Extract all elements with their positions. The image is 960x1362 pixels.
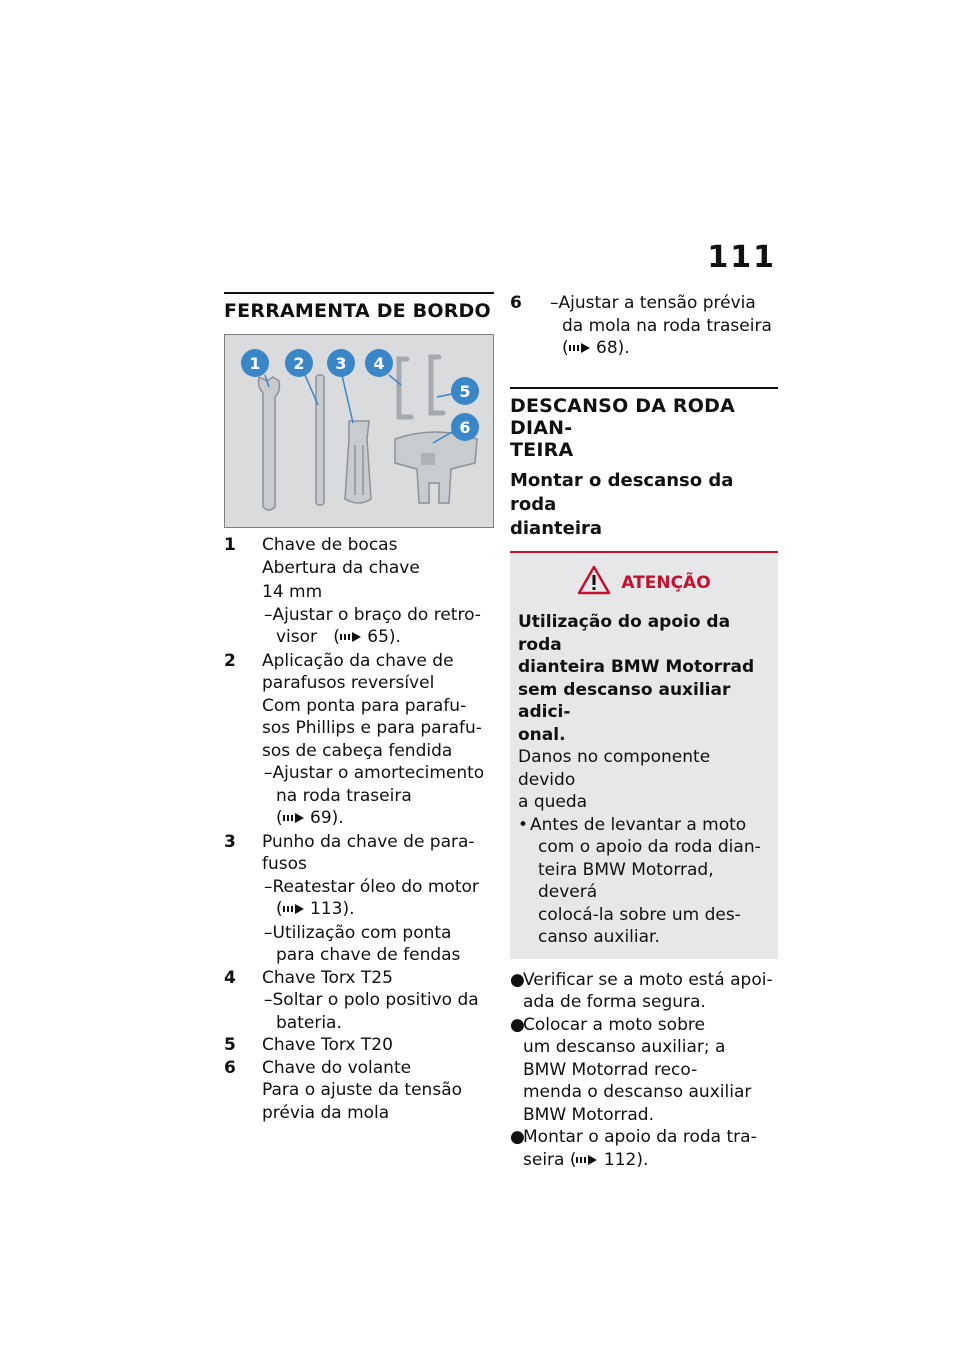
tool-item-3 (224, 831, 494, 967)
tool-item-1 (224, 534, 494, 650)
arrow-ref-icon (569, 338, 591, 361)
warning-title: ATENÇÃO (621, 572, 711, 593)
arrow-ref-icon (340, 627, 362, 650)
tool-item-2 (224, 650, 494, 831)
action-cont: bateria. (276, 1012, 342, 1033)
page-number: 111 (707, 240, 776, 275)
screwdriver-handle-icon (345, 421, 371, 503)
page-ref-link[interactable]: ( 65). (333, 627, 401, 647)
left-column (224, 292, 494, 1124)
item-line: Com ponta para parafu- (262, 695, 467, 716)
toolkit-illustration (225, 335, 493, 527)
subheading-mount-stand: Montar o descanso da roda dianteira (510, 469, 734, 539)
page-ref-link[interactable]: ( 113). (276, 899, 355, 919)
item-number: 5 (224, 1035, 236, 1055)
screwdriver-bit-icon (316, 375, 324, 505)
callout-4-label: 4 (373, 354, 385, 373)
tool-item-5 (224, 1034, 494, 1057)
callout-2-label: 2 (293, 354, 305, 373)
arrow-ref-icon (576, 1150, 598, 1173)
action-line: –Reatestar óleo do motor (264, 876, 479, 897)
item-line: Chave de bocas (262, 535, 398, 555)
item-line: Chave Torx T20 (262, 1035, 393, 1055)
item-line: Para o ajuste da tensão (262, 1080, 463, 1100)
bullet-icon: ● (510, 969, 525, 990)
action-cont: visor ( 65). (262, 626, 494, 650)
callout-6-label: 6 (459, 418, 471, 437)
warning-bold-text: Utilização do apoio da roda dianteira BMW Motorrad sem descanso auxiliar adici- onal. (518, 612, 755, 745)
section-title-stand: DESCANSO DA RODA DIAN- TEIRA (510, 394, 735, 461)
section-title-tools: FERRAMENTA DE BORDO (224, 300, 491, 322)
item-number: 3 (224, 831, 236, 852)
warning-triangle-icon (577, 565, 611, 602)
action-line: –Ajustar o braço do retro- (264, 604, 481, 625)
item-line: Punho da chave de para- (262, 831, 475, 852)
arrow-ref-icon (283, 808, 305, 831)
callout-1-label: 1 (249, 354, 261, 373)
tool-item-6-continued (510, 292, 778, 361)
callout-5-label: 5 (459, 382, 471, 401)
action-cont (262, 898, 494, 922)
bullet-icon: ● (510, 1127, 525, 1147)
item-line: Chave Torx T25 (262, 967, 393, 988)
item-line: 14 mm (262, 582, 323, 602)
tool-list (224, 534, 494, 1124)
action-cont: na roda traseira ( 69). (262, 785, 494, 831)
callout-3-label: 3 (335, 354, 347, 373)
item-number: 1 (224, 535, 236, 555)
action-cont: da mola na roda traseira (562, 315, 772, 336)
item-number: 4 (224, 967, 236, 988)
arrow-ref-icon (283, 899, 305, 922)
step-item: ● Verificar se a moto está apoi- ada de forma segura. (510, 969, 773, 1012)
item-number: 6 (224, 1057, 236, 1078)
action-line: –Utilização com ponta (264, 922, 452, 943)
action-cont: para chave de fendas (276, 945, 461, 965)
action-cont (548, 337, 778, 361)
item-line: Chave do volante (262, 1057, 412, 1078)
item-line: prévia da mola (262, 1102, 390, 1123)
warning-text: Danos no componente devido a queda (518, 747, 711, 812)
tool-item-4 (224, 967, 494, 1035)
item-line: Aplicação da chave de (262, 650, 454, 671)
item-number: 6 (510, 293, 522, 313)
step-item: ● Colocar a moto sobre um descanso auxiliar; a BMW Motorrad reco- menda o descanso auxiliar BMW Motorrad. (510, 1014, 752, 1125)
bullet-icon: • (518, 814, 529, 835)
page-ref-link[interactable]: 112). (576, 1150, 648, 1170)
step-list (510, 969, 778, 1173)
action-line: –Soltar o polo positivo da (264, 990, 479, 1010)
item-line: parafusos reversível (262, 673, 435, 693)
warning-box (510, 551, 778, 959)
page-ref-link[interactable]: ( 68). (562, 338, 630, 358)
action-line: –Ajustar o amortecimento (264, 763, 485, 783)
step-item: ● Montar o apoio da roda tra- seira ( 112). (510, 1126, 778, 1172)
item-line: fusos (262, 854, 307, 874)
action-line: –Ajustar a tensão prévia (550, 293, 756, 313)
right-column (510, 292, 778, 1172)
item-line: sos Phillips e para parafu- (262, 718, 482, 738)
bullet-icon: ● (510, 1014, 525, 1035)
warning-bullet: • Antes de levantar a moto com o apoio da roda dian- teira BMW Motorrad, deverá colocá-la sobre um des- canso auxiliar. (518, 814, 761, 947)
page-ref-link[interactable]: ( 69). (276, 808, 344, 828)
item-line: Abertura da chave (262, 557, 420, 578)
item-line: sos de cabeça fendida (262, 740, 453, 761)
tool-item-6 (224, 1057, 494, 1125)
item-number: 2 (224, 650, 236, 671)
toolkit-figure (224, 334, 494, 528)
